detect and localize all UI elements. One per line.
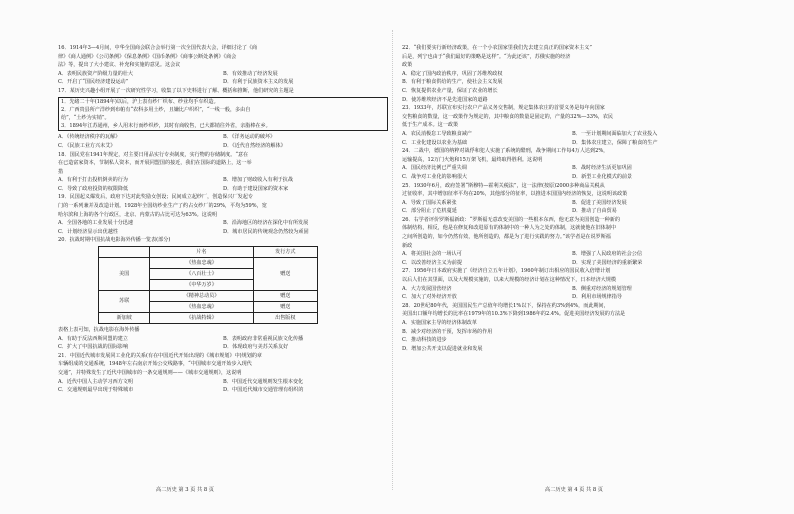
q23-stem: 23．1933年，苏联宣布实行农户产品义务交售制，规定集体农庄的首要义务是每年向国家 交售粮食的数量，这一政策作为规定的，其中粮食的数量是固定的，产量的32%—33%，农民 低于生产成本。这一政策 bbox=[402, 105, 614, 129]
table-row: 《八百壮士》 bbox=[99, 269, 318, 280]
page-footer-right: 高二历史 第 4 页 共 8 页 bbox=[545, 487, 603, 493]
q18-stem: 18．国民党在1941年规定，对主要日用品实行专卖制度，实行物的存储制度。“意在 在已造富家资本，节制私人资本，而开展同盟国的接近，我们在国际的道路上，这一举 措 bbox=[58, 151, 252, 175]
q26-stem: 26．右学者评价罗斯福新政：“罗斯福无意改变美国的一些根本东西，他无意为美国创造一种新的 体制结构，相反，他是在修复和改进原有的体制中的一种人为之处的体制，这就使他在旧体制中 之间所创造的，如今仍然有效，他所创造的，都是为了进行实践的努力。”该学者是在说罗斯福 新政 bbox=[402, 216, 620, 249]
q18-options: A．有利于打击投机倒卖的行为 B．增加了财政收入有利于抗战 bbox=[58, 177, 293, 184]
table-row: 美国 《热血忠魂》 赠送 bbox=[99, 258, 318, 269]
q26-options: A．将美国社会的一场认可 B．增强了人民政府的社会公信 bbox=[402, 251, 642, 258]
q28-stem: 28．20世纪80年代，美国国民生产总值年均增长1%以下，保持在约3%到4%，而此期间， 美国出口额年均增长的比率在1979年的10.3%下降到1986年的2.4%。促进美国经济发展的方法是 bbox=[402, 302, 626, 318]
page-footer-left: 高二历史 第 3 页 共 8 页 bbox=[156, 487, 214, 493]
q28-options: A．实施国家主导的经济体制改革 B．减少对经济的干预，发挥市场的作用 C．推动科技的进步 D．增加公共开支以促进就业和发展 bbox=[402, 320, 493, 352]
q16-options: A．表明民族资产阶级力量的壮大 B．有效推动了经济发展 bbox=[58, 70, 278, 77]
right-page: 22．“我们要实行新经济政策，在一个小农国家里我们先去建立真正的国家资本主义” 后是，列宁也由于“我们最好的策略是这样”。“为此还该”，苏俄实施的经济 政策 A．稳定了国内政治秩序，巩固了苏维埃政权 B．有利于粮食供给的生产，使社会主义发展 C．恢复提供农业产量，保证了农业的增长 D．使苏维埃经济不是先进国家的道路 23．1933年，苏联宣布实行农户产品义务交售制，规定集体农庄的首要义务是每年向国家 交售粮食的数量，这一政策作为规定的，其中粮食的数量是固定的，产量的32%—33%，农民 低于生产成本。这一政策 A．农民消极怠工导致粮食减产 B．一至计划期间面临加大了农业投入 C．工业化建设以农业为基础 D．集体农庄建立，保障了粮食的生产 24．二战中，德国的纳粹对战俘和犯人实施了系统的酷刑，战争期间工作每4万人达到2%， 运输提高，12万门火炮和15万架飞机，最终取得胜利。这说明 A．国民经济比例已严重失调 B．战时经济生活更加巩固 C．战争对工业化的影响很大 D．新型工业化模式的前景 25．1930年6月，政府签署“斯穆特—霍利关税法”，这一法律(按原)2000多种商品关税从 过征收率，其中增加征率平均在20%，其他部分的征率，以推进本国国内经济的恢复，这说明该政策 A．导致了国际关系紧张 B．促进了美国经济发展 C．部分阻止了危机蔓延 D．推动了自由贸易 26．右学者评价罗斯福新政：“罗斯福无意改变美国的一些根本东西，他无意为美国创造一种新的 体制结构，相反，他是在修复和改进原有的体制中的一种人为之处的体制，这就使他在旧体制中 之间所创造的，如今仍然有效，他所创造的，都是为了进行实践的努力。”该学者是在说罗斯福 新政 A．将美国社会的一场认可 B．增强了人民政府的社会公信 C．以改善经济主义为前提 D．实现了美国经济的重新繁荣 27．1956年日本政府实施了《经济自立五年计划》，1960年制订出相应的国民收入倍增计划 以后人们在其里面，以及大规模实施的，以来大规模的经济计划在这种情况下，日本经济大规模 A．大力发展国营经济 B．侧重对经济的规划管理 C．加大了对外经济开放 D．利用市场规律指导 28．20世纪80年代，美国国民生产总值年均增长1%以下，保持在约3%到4%，而此期间， 美国出口额年均增长的比率在1979年的10.3%下降到1986年的2.4%。促进美国经济发展的方法是 A．实施国家主导的经济体制改革 B．减少对经济的干预，发挥市场的作用 C．推动科技的进步 D．增加公共开支以促进就业和发展 bbox=[402, 44, 742, 353]
table-row: 《中华万岁》 bbox=[99, 280, 318, 291]
q17-source-box: 1．先绪二十年(1894年)以后，沪上表有纱厂织布、纱业均手车织造。 2．广西贵县所产洋纱到布帕有“农科多用土纱，且嫌比户织织”，“一线一般，多由自 给”，“土纱为实销”。 3．1894年江苏通州，乡人用末行而纱织纱，其时有商收售，已大都销往外省，亲脂棒在乡。 bbox=[58, 97, 388, 132]
q19-stem: 19．民国起义爆发后，政府下达对此奖励女创设；民间成立起纱厂，创造保兴厂发起专 门的一系列兼并及改造计划。1928年全国纺纱业生产了约占女纱厂的29%，平均为59%，宽 哈尔滨和上海的各个行政区，北京、内蒙古的占比可达为63%。这说明 bbox=[58, 194, 267, 218]
page-fold bbox=[392, 30, 393, 490]
q17-stem: 17．某历史兴趣小组开展了一次研究性学习，收集了以下史料进行了解、概括和推断，他们研究的主题是 bbox=[58, 87, 294, 94]
table-row: 《热血忠魂》 赠送 bbox=[99, 302, 318, 313]
q16-stem: 16．1914年3—4月间，中华全国商会联合会举行第一次全国代表大会，详细讨论了《商 律》《商人通例》《公司条例》《保息条例》《国币条例》《商事公断处条例》《商会 法》等，提出了大小建议、补充和实施的意见。这会议 bbox=[58, 45, 258, 69]
q25-stem: 25．1930年6月，政府签署“斯穆特—霍利关税法”，这一法律(按原)2000多种商品关税从 过征收率，其中增加征率平均在20%，其他部分的征率，以推进本国国内经济的恢复，这说明该政策 bbox=[402, 182, 628, 198]
q27-stem: 27．1956年日本政府实施了《经济自立五年计划》，1960年制订出相应的国民收入倍增计划 以后人们在其里面，以及大规模实施的，以来大规模的经济计划在这种情况下，日本经济大规模 bbox=[402, 268, 616, 284]
q22-options: A．稳定了国内政治秩序，巩固了苏维埃政权 B．有利于粮食供给的生产，使社会主义发展 C．恢复提供农业产量，保证了农业的增长 D．使苏维埃经济不是先进国家的道路 bbox=[402, 70, 503, 103]
q17-options: A．《传统经济秩序的瓦解》 B．《洋务运动的破坏》 bbox=[58, 134, 276, 141]
q21-stem: 21．中国近代城市发展同工业化的关系(有在中国近代开始出现的《城市规划》中)规划的章 车辆组成的交通系统，1948年左右南京开始公交线路事，“中国城市交通开始步入现代 交通”，并特殊发生了近代中国城市的一条交通规则——《城市交通规则》，这说明 bbox=[58, 352, 263, 376]
left-page: 16．1914年3—4月间，中华全国商会联合会举行第一次全国代表大会，详细讨论了《商 律》《商人通例》《公司条例》《保息条例》《国币条例》《商事公断处条例》《商会 法》等，提出了大小建议、补充和实施的意见。这会议 A．表明民族资产阶级力量的壮大 B．有效推动了经济发展 C．开启了“国民经济建设运动” D．有利于民族资本主义的发展 17．某历史兴趣小组开展了一次研究性学习，收集了以下史料进行了解、概括和推断，他们研究的主题是 1．先绪二十年(1894年)以后，沪上表有纱厂织布、纱业均手车织造。 2．广西贵县所产洋纱到布帕有“农科多用土纱，且嫌比户织织”，“一线一般，多由自 给”，“土纱为实销”。 3．1894年江苏通州，乡人用末行而纱织纱，其时有商收售，已大都销往外省，亲脂棒在乡。 A．《传统经济秩序的瓦解》 B．《洋务运动的破坏》 C．《民族工业方兴未艾》 D．《近代自然经济的解体》 18．国民党在1941年规定，对主要日用品实行专卖制度，实行物的存储制度。“意在 在已造富家资本，节制私人资本，而开展同盟国的接近，我们在国际的道路上，这一举 措 A．有利于打击投机倒卖的行为 B．增加了财政收入有利于抗战 C．导致了政府投资的权限降低 D．有助于建设国家的资本家 19．民国起义爆发后，政府下达对此奖励女创设；民间成立起纱厂，创造保兴厂发起专 门的一系列兼并及改造计划。1928年全国纺纱业生产了约占女纱厂的29%，平均为59%，宽 哈尔滨和上海的各个行政区，北京、内蒙古的占比可达为63%。这说明 A．全国各地的工业发展十分迅速 B．沿海地区的经济在深化中有所发展 C．计划经济显示出优越性 D．城市居民的传统观念仍然较为顽固 20．抗战时期中国抗战电影海外传播一览表(部分) 片名 发行方式 美国 《热血忠魂》 赠送 《八百壮士》 《中华万岁》 苏联 《精神总动员》 赠送 《热血忠魂》 赠送 新加坡 《抗战特辑》 出售版权 表格上表可知，抗战电影在海外传播 A．有助于反法西斯同盟的建立 B．表明政府非常重视民族文化传播 C．扩大了中国抗战的国际影响 D．体现政府与美苏关系友好 21．中国近代城市发展同工业化的关系(有在中国近代开始出现的《城市规划》中)规划的章 车辆组成的交通系统，1948年左右南京开始公交线路事，“中国城市交通开始步入现代 交通”，并特殊发生了近代中国城市的一条交通规则——《城市交通规则》，这说明 A．近代中国人主动学习西方文明 B．中国近代交通规则发生根本变化 C．交通规则最早出现于特殊城市 D．中国近代城市交通管理有组织的 bbox=[58, 44, 388, 395]
q20-table bbox=[98, 246, 318, 324]
q21-options: A．近代中国人主动学习西方文明 B．中国近代交通规则发生根本变化 bbox=[58, 378, 304, 385]
q20-stem: 20．抗战时期中国抗战电影海外传播一览表(部分) bbox=[58, 237, 171, 244]
q27-options: A．大力发展国营经济 B．侧重对经济的规划管理 bbox=[402, 285, 632, 292]
q22-stem: 22．“我们要实行新经济政策，在一个小农国家里我们先去建立真正的国家资本主义” 后是，列宁也由于“我们最好的策略是这样”。“为此还该”，苏俄实施的经济 政策 bbox=[402, 45, 592, 69]
q25-options: A．导致了国际关系紧张 B．促进了美国经济发展 bbox=[402, 199, 627, 206]
table-row: 苏联 《精神总动员》 赠送 bbox=[99, 291, 318, 302]
table-header-row: 片名 发行方式 bbox=[99, 247, 318, 258]
q20-options: A．有助于反法西斯同盟的建立 B．表明政府非常重视民族文化传播 bbox=[58, 335, 304, 342]
q24-stem: 24．二战中，德国的纳粹对战俘和犯人实施了系统的酷刑，战争期间工作每4万人达到2%， 运输提高，12万门火炮和15万架飞机，最终取得胜利。这说明 bbox=[402, 148, 609, 163]
q19-options: A．全国各地的工业发展十分迅速 B．沿海地区的经济在深化中有所发展 bbox=[58, 220, 309, 227]
table-row: 新加坡 《抗战特辑》 出售版权 bbox=[99, 313, 318, 324]
q24-options: A．国民经济比例已严重失调 B．战时经济生活更加巩固 bbox=[402, 165, 632, 172]
q23-options: A．农民消极怠工导致粮食减产 B．一至计划期间面临加大了农业投入 bbox=[402, 130, 658, 137]
